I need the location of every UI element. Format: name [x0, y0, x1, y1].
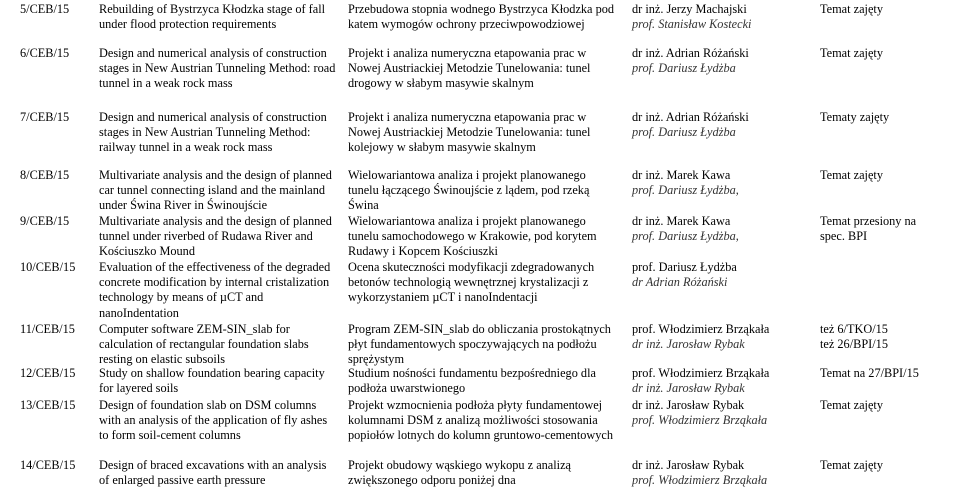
supervisor-name: prof. Dariusz Łydżba,	[632, 229, 739, 244]
topic-title-polish: Projekt obudowy wąskiego wykopu z analizą zwiększonego odporu poniżej dna	[348, 458, 572, 488]
topic-status	[820, 322, 960, 352]
supervisors	[632, 366, 810, 396]
topic-title-polish: Projekt i analiza numeryczna etapowania prac w Nowej Austriackiej Metodzie Tunelowania: tunel drogowy w słabym masywie skalnym	[348, 46, 591, 91]
supervisors	[632, 260, 810, 290]
supervisor-name: dr inż. Jarosław Rybak	[632, 337, 745, 352]
supervisor-name: dr inż. Adrian Różański	[632, 46, 749, 60]
topic-title-polish: Program ZEM-SIN_slab do obliczania prostokątnych płyt fundamentowych spoczywających na podłożu sprężystym	[348, 322, 611, 367]
topic-title-english: Design and numerical analysis of construction stages in New Austrian Tunneling Method: road tunnel in a weak rock mass	[99, 46, 336, 91]
status-text: Temat zajęty	[820, 458, 883, 472]
supervisor-name: dr inż. Adrian Różański	[632, 110, 749, 124]
topic-title-polish: Przebudowa stopnia wodnego Bystrzyca Kłodzka pod katem wymogów ochrony przeciwpowodziowej	[348, 2, 615, 32]
status-text: też 26/BPI/15	[820, 337, 888, 352]
supervisor-name: dr Adrian Różański	[632, 275, 728, 290]
status-text: Tematy zajęty	[820, 110, 890, 124]
supervisor-name: dr inż. Jarosław Rybak	[632, 398, 745, 412]
status-text: też 6/TKO/15	[820, 322, 888, 336]
topic-title-english: Evaluation of the effectiveness of the degraded concrete modification by internal cristalization technology by means of µCT and nanoIndentation	[99, 260, 331, 320]
supervisors	[632, 168, 810, 198]
status-text: Temat na 27/BPI/15	[820, 366, 919, 380]
status-text: Temat zajęty	[820, 46, 883, 60]
topic-title-english: Design of braced excavations with an analysis of enlarged passive earth pressure	[99, 458, 327, 488]
topic-title-polish: Wielowariantowa analiza i projekt planowanego tunelu samochodowego w Krakowie, pod korytem Rudawy i Kopcem Kościuszki	[348, 214, 597, 259]
topic-title-polish: Studium nośności fundamentu bezpośredniego dla podłoża uwarstwionego	[348, 366, 596, 396]
topic-title-english: Study on shallow foundation bearing capacity for layered soils	[99, 366, 325, 396]
topic-status	[820, 110, 960, 125]
topic-title-polish: Ocena skuteczności modyfikacji zdegradowanych betonów technologią wewnętrznej krystalizacji z wykorzystaniem µCT i nanoIndentacji	[348, 260, 595, 305]
topic-code: 13/CEB/15	[20, 398, 76, 412]
supervisor-name: dr inż. Jerzy Machajski	[632, 2, 747, 16]
supervisor-name: prof. Dariusz Łydżba	[632, 260, 737, 274]
supervisor-name: dr inż. Jarosław Rybak	[632, 458, 745, 472]
topic-title-english: Multivariate analysis and the design of planned car tunnel connecting island and the mainland under Świna River in Świnoujście	[99, 168, 332, 213]
topic-title-polish: Projekt i analiza numeryczna etapowania prac w Nowej Austriackiej Metodzie Tunelowania: tunel kolejowy w słabym masywie skalnym	[348, 110, 591, 155]
topic-title-english: Multivariate analysis and the design of planned tunnel under riverbed of Rudawa River and Kościuszko Mound	[99, 214, 332, 259]
topic-status	[820, 366, 960, 381]
topic-title-english: Design of foundation slab on DSM columns with an analysis of the application of fly ashes to form soil-cement columns	[99, 398, 328, 443]
status-text: spec. BPI	[820, 229, 868, 244]
supervisor-name: dr inż. Jarosław Rybak	[632, 381, 745, 396]
topic-title-polish: Wielowariantowa analiza i projekt planowanego tunelu łączącego Świnoujście z lądem, pod rzeką Świna	[348, 168, 590, 213]
supervisor-name: prof. Włodzimierz Brząkała	[632, 413, 768, 428]
supervisor-name: dr inż. Marek Kawa	[632, 168, 731, 182]
status-text: Temat zajęty	[820, 398, 883, 412]
topic-status	[820, 46, 960, 61]
topic-code: 12/CEB/15	[20, 366, 76, 380]
status-text: Temat zajęty	[820, 2, 883, 16]
topic-status	[820, 398, 960, 413]
supervisor-name: prof. Stanisław Kostecki	[632, 17, 752, 32]
topic-code: 5/CEB/15	[20, 2, 70, 16]
topic-status	[820, 458, 960, 473]
topic-code: 8/CEB/15	[20, 168, 70, 182]
topic-code: 9/CEB/15	[20, 214, 70, 228]
supervisors	[632, 46, 810, 76]
supervisors	[632, 322, 810, 352]
topic-title-english: Design and numerical analysis of construction stages in New Austrian Tunneling Method: railway tunnel in a weak rock mass	[99, 110, 327, 155]
supervisor-name: prof. Włodzimierz Brząkała	[632, 473, 768, 488]
status-text: Temat przesiony na	[820, 214, 917, 228]
topic-title-english: Computer software ZEM-SIN_slab for calculation of rectangular foundation slabs resting on elastic subsoils	[99, 322, 309, 367]
supervisor-name: prof. Dariusz Łydżba	[632, 125, 736, 140]
supervisors	[632, 458, 810, 488]
supervisor-name: prof. Włodzimierz Brząkała	[632, 366, 770, 380]
topic-code: 6/CEB/15	[20, 46, 70, 60]
topic-code: 14/CEB/15	[20, 458, 76, 472]
topic-title-polish: Projekt wzmocnienia podłoża płyty fundamentowej kolumnami DSM z analizą możliwości stosowania popiołów lotnych do kolumn gruntowo-cementowych	[348, 398, 614, 443]
topic-code: 7/CEB/15	[20, 110, 70, 124]
topic-title-english: Rebuilding of Bystrzyca Kłodzka stage of fall under flood protection requirements	[99, 2, 326, 32]
topic-status	[820, 168, 960, 183]
supervisor-name: prof. Dariusz Łydżba,	[632, 183, 739, 198]
supervisor-name: prof. Włodzimierz Brząkała	[632, 322, 770, 336]
topic-status	[820, 2, 960, 17]
supervisors	[632, 214, 810, 244]
status-text: Temat zajęty	[820, 168, 883, 182]
topic-status	[820, 214, 960, 244]
supervisors	[632, 2, 810, 32]
topic-code: 11/CEB/15	[20, 322, 75, 336]
topic-code: 10/CEB/15	[20, 260, 76, 274]
supervisors	[632, 110, 810, 140]
supervisor-name: prof. Dariusz Łydżba	[632, 61, 736, 76]
supervisor-name: dr inż. Marek Kawa	[632, 214, 731, 228]
supervisors	[632, 398, 810, 428]
